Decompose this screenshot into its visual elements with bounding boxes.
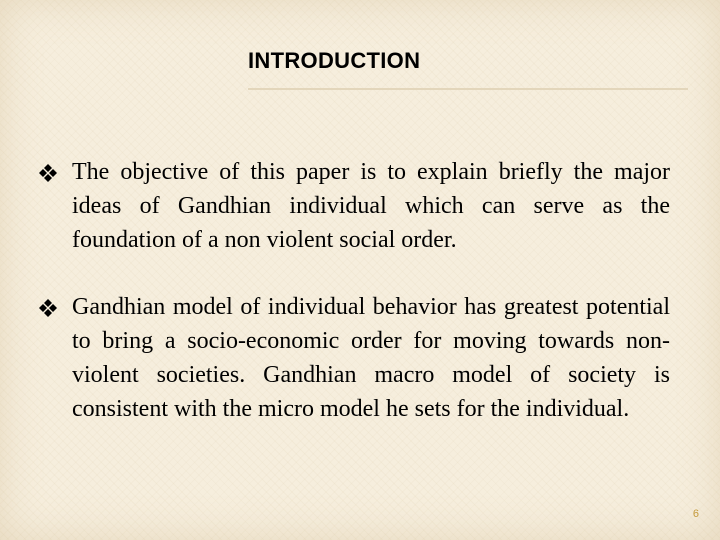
diamond-bullet-icon	[38, 298, 58, 318]
bullet-item	[38, 155, 670, 257]
bullet-text: Gandhian model of individual behavior has greatest potential to bring a socio-economic order for moving towards non- violent societies. Gandhian macro model of society is consistent with the micro model he sets for the individual.	[72, 294, 670, 422]
slide-title: INTRODUCTION	[248, 48, 421, 73]
bullet-text: The objective of this paper is to explain briefly the major ideas of Gandhian individual which can serve as the foundation of a non violent social order.	[72, 159, 670, 253]
title-divider	[248, 88, 688, 90]
bullet-item	[38, 290, 670, 426]
page-number: 6	[692, 508, 699, 520]
diamond-bullet-icon	[38, 163, 58, 183]
